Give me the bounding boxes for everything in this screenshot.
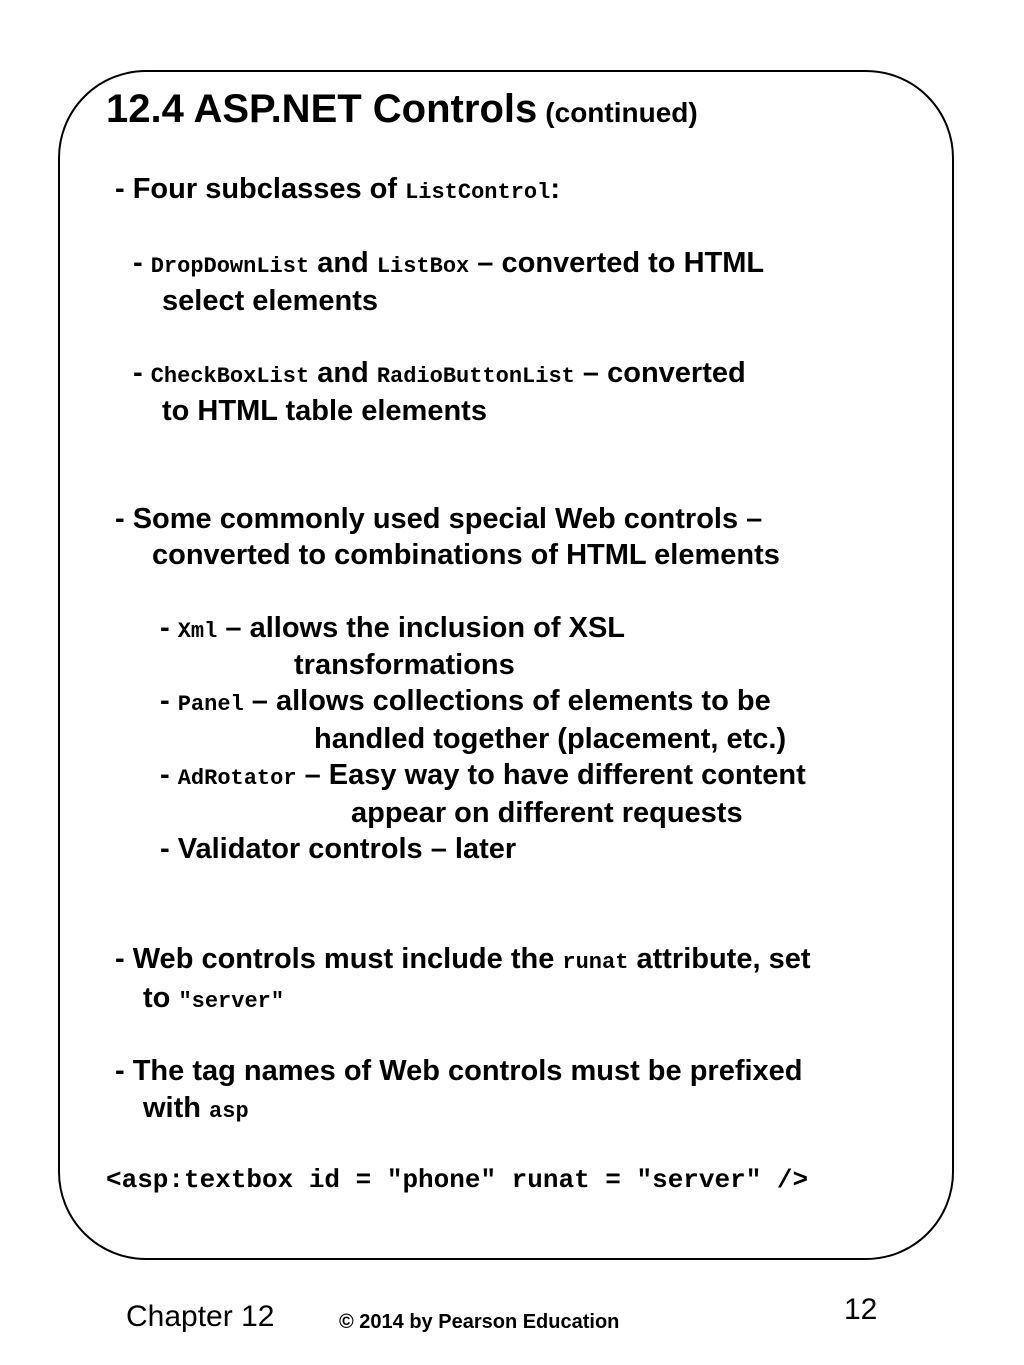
footer-page-number: 12 (844, 1293, 878, 1326)
bullet-text: – allows collections of elements to be (243, 685, 771, 717)
title-text: 12.4 ASP.NET Controls (106, 87, 538, 131)
bullet-text: – converted (574, 357, 746, 389)
sub-bullet-checkboxlist-cont: to HTML table elements (162, 395, 487, 427)
bullet-text: - Web controls must include the (115, 943, 563, 975)
code-xml: Xml (177, 619, 218, 644)
bullet-text: – converted to HTML (469, 247, 765, 279)
sub-bullet-xml-cont: transformations (294, 649, 515, 681)
slide-title (106, 86, 698, 132)
sub-bullet-adrotator (160, 757, 806, 797)
dash: - (160, 612, 178, 644)
bullet-prefix-cont (143, 1090, 249, 1130)
bullet-text: - Four subclasses of (115, 173, 406, 205)
code-runat: runat (562, 950, 629, 975)
sub-bullet-dropdownlist-cont: select elements (162, 285, 379, 317)
bullet-special-controls: - Some commonly used special Web controls – (115, 503, 763, 535)
sub-bullet-dropdownlist (133, 245, 764, 285)
bullet-suffix: attribute, set (628, 943, 811, 975)
footer-copyright: © 2014 by Pearson Education (339, 1311, 620, 1333)
dash: - (160, 685, 178, 717)
code-radiobuttonlist: RadioButtonList (376, 364, 575, 389)
bullet-text: with (143, 1092, 210, 1124)
dash: - (133, 357, 151, 389)
title-suffix: (continued) (545, 97, 698, 128)
sub-bullet-validator: - Validator controls – later (160, 833, 517, 865)
sub-bullet-panel-cont: handled together (placement, etc.) (314, 723, 787, 755)
code-asp: asp (209, 1099, 249, 1124)
footer-chapter: Chapter 12 (126, 1300, 275, 1333)
bullet-runat-cont (143, 980, 284, 1020)
code-panel: Panel (177, 692, 244, 717)
code-adrotator: AdRotator (177, 766, 297, 791)
dash: - (160, 759, 178, 791)
and-text: and (309, 357, 377, 389)
code-listbox: ListBox (376, 254, 470, 279)
sub-bullet-xml (160, 610, 625, 650)
bullet-text: – Easy way to have different content (296, 759, 806, 791)
bullet-runat (115, 941, 811, 981)
code-listcontrol: ListControl (405, 180, 551, 205)
code-server: ″server″ (178, 989, 285, 1014)
bullet-suffix: : (550, 173, 560, 205)
code-checkboxlist: CheckBoxList (150, 364, 310, 389)
code-example: <asp:textbox id = ″phone″ runat = ″server″ /> (106, 1165, 809, 1195)
sub-bullet-adrotator-cont: appear on different requests (351, 797, 743, 829)
dash: - (133, 247, 151, 279)
and-text: and (309, 247, 377, 279)
sub-bullet-checkboxlist (133, 355, 746, 395)
code-dropdownlist: DropDownList (150, 254, 310, 279)
bullet-listcontrol (115, 171, 560, 211)
bullet-special-controls-cont: converted to combinations of HTML elements (152, 539, 780, 571)
bullet-text: – allows the inclusion of XSL (217, 612, 625, 644)
bullet-prefix: - The tag names of Web controls must be prefixed (115, 1055, 803, 1087)
bullet-text: to (143, 982, 179, 1014)
sub-bullet-panel (160, 683, 771, 723)
